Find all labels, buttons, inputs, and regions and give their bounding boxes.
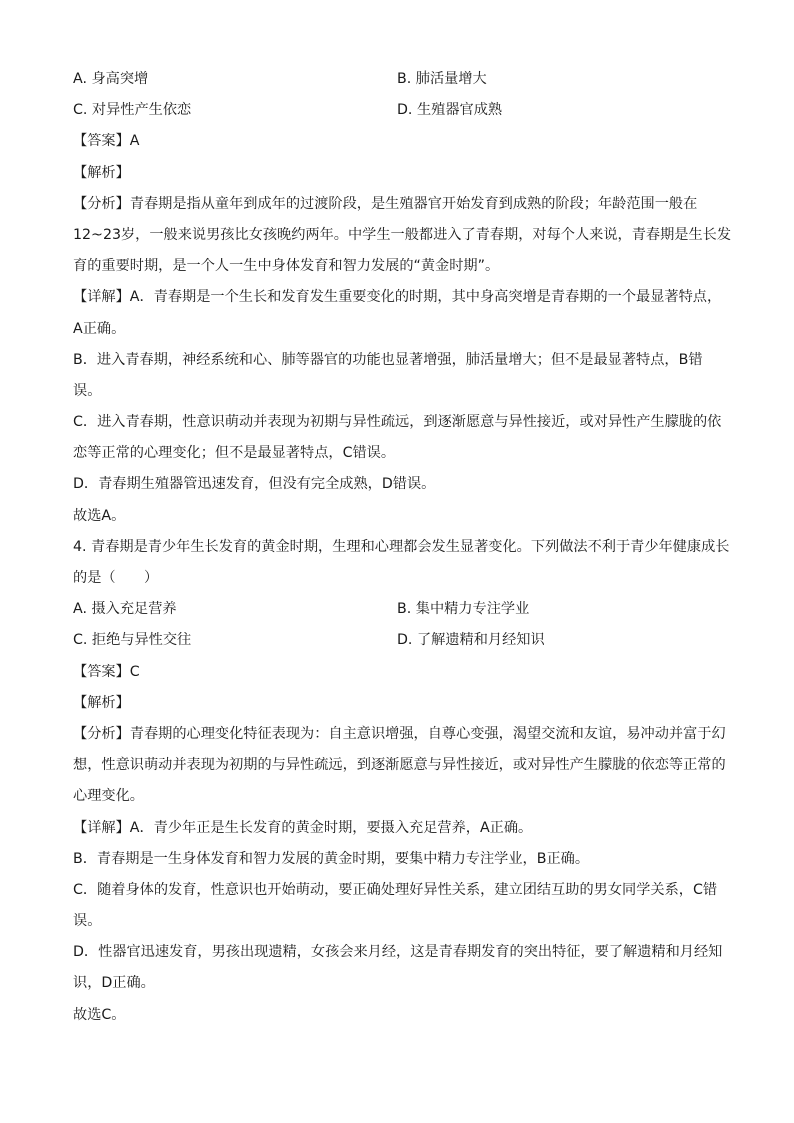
q3-options-row-1 bbox=[73, 64, 723, 95]
q3-xiangjie-line-7: D．青春期生殖器管迅速发育，但没有完全成熟，D错误。 bbox=[73, 476, 436, 493]
q3-xiangjie-line-2: A正确。 bbox=[73, 320, 126, 337]
document-page bbox=[73, 64, 732, 1031]
q4-option-d: D. 了解遗精和月经知识 bbox=[397, 632, 545, 649]
q4-fenxi-line-1: 【分析】青春期的心理变化特征表现为：自主意识增强，自尊心变强，渴望交流和友谊，易冲动并富于幻 bbox=[73, 725, 726, 742]
q4-xiangjie-line-5: D．性器官迅速发育，男孩出现遗精，女孩会来月经，这是青春期发育的突出特征，要了解遗精和月经知 bbox=[73, 944, 723, 961]
q4-answer: 【答案】C bbox=[73, 663, 140, 680]
q4-xiangjie-line-4: 误。 bbox=[73, 913, 102, 930]
q4-conclusion: 故选C。 bbox=[73, 1006, 126, 1023]
q4-stem-line-1: 4. 青春期是青少年生长发育的黄金时期，生理和心理都会发生显著变化。下列做法不利于青少年健康成长 bbox=[73, 538, 730, 555]
q4-analysis-heading: 【解析】 bbox=[73, 694, 130, 711]
q3-xiangjie-line-5: C．进入青春期，性意识萌动并表现为初期与异性疏远，到逐渐愿意与异性接近，或对异性产生朦胧的依 bbox=[73, 414, 722, 431]
q3-xiangjie-line-3: B．进入青春期，神经系统和心、肺等器官的功能也显著增强，肺活量增大；但不是最显著特点，B错 bbox=[73, 351, 703, 368]
q3-xiangjie-line-4: 误。 bbox=[73, 382, 102, 399]
q3-fenxi-line-2: 12~23岁，一般来说男孩比女孩晚约两年。中学生一般都进入了青春期，对每个人来说，青春期是生长发 bbox=[73, 226, 732, 243]
q3-analysis-heading: 【解析】 bbox=[73, 164, 130, 181]
q4-options-row-1 bbox=[73, 594, 723, 625]
q4-xiangjie-line-2: B．青春期是一生身体发育和智力发展的黄金时期，要集中精力专注学业，B正确。 bbox=[73, 850, 590, 867]
q4-option-c: C. 拒绝与异性交往 bbox=[73, 632, 192, 649]
q3-option-a: A. 身高突增 bbox=[73, 71, 149, 87]
q3-answer: 【答案】A bbox=[73, 133, 140, 150]
q3-fenxi-line-3: 育的重要时期，是一个人一生中身体发育和智力发展的“黄金时期”。 bbox=[73, 258, 500, 275]
q4-option-b: B. 集中精力专注学业 bbox=[397, 601, 530, 618]
q3-option-c: C. 对异性产生依恋 bbox=[73, 102, 192, 119]
q4-xiangjie-line-1: 【详解】A．青少年正是生长发育的黄金时期，要摄入充足营养，A正确。 bbox=[73, 819, 533, 836]
q4-fenxi-line-3: 心理变化。 bbox=[73, 788, 144, 805]
q4-stem-line-2: 的是（ ） bbox=[73, 570, 159, 586]
q3-fenxi-line-1: 【分析】青春期是指从童年到成年的过渡阶段，是生殖器官开始发育到成熟的阶段；年龄范围一般在 bbox=[73, 195, 698, 212]
q4-options-row-2 bbox=[73, 625, 723, 656]
q3-conclusion: 故选A。 bbox=[73, 507, 126, 524]
q3-option-b: B. 肺活量增大 bbox=[397, 71, 487, 87]
q3-xiangjie-line-6: 恋等正常的心理变化；但不是最显著特点，C错误。 bbox=[73, 445, 396, 462]
q3-options-row-2 bbox=[73, 95, 723, 126]
q3-option-d: D. 生殖器官成熟 bbox=[397, 102, 503, 119]
q4-xiangjie-line-6: 识，D正确。 bbox=[73, 975, 155, 992]
q3-xiangjie-line-1: 【详解】A．青春期是一个生长和发育发生重要变化的时期，其中身高突增是青春期的一个最显著特点， bbox=[73, 289, 722, 306]
q4-fenxi-line-2: 想，性意识萌动并表现为初期的与异性疏远，到逐渐愿意与异性接近，或对异性产生朦胧的依恋等正常的 bbox=[73, 757, 726, 774]
q4-option-a: A. 摄入充足营养 bbox=[73, 601, 177, 618]
q4-xiangjie-line-3: C．随着身体的发育，性意识也开始萌动，要正确处理好异性关系，建立团结互助的男女同学关系，C错 bbox=[73, 881, 718, 898]
